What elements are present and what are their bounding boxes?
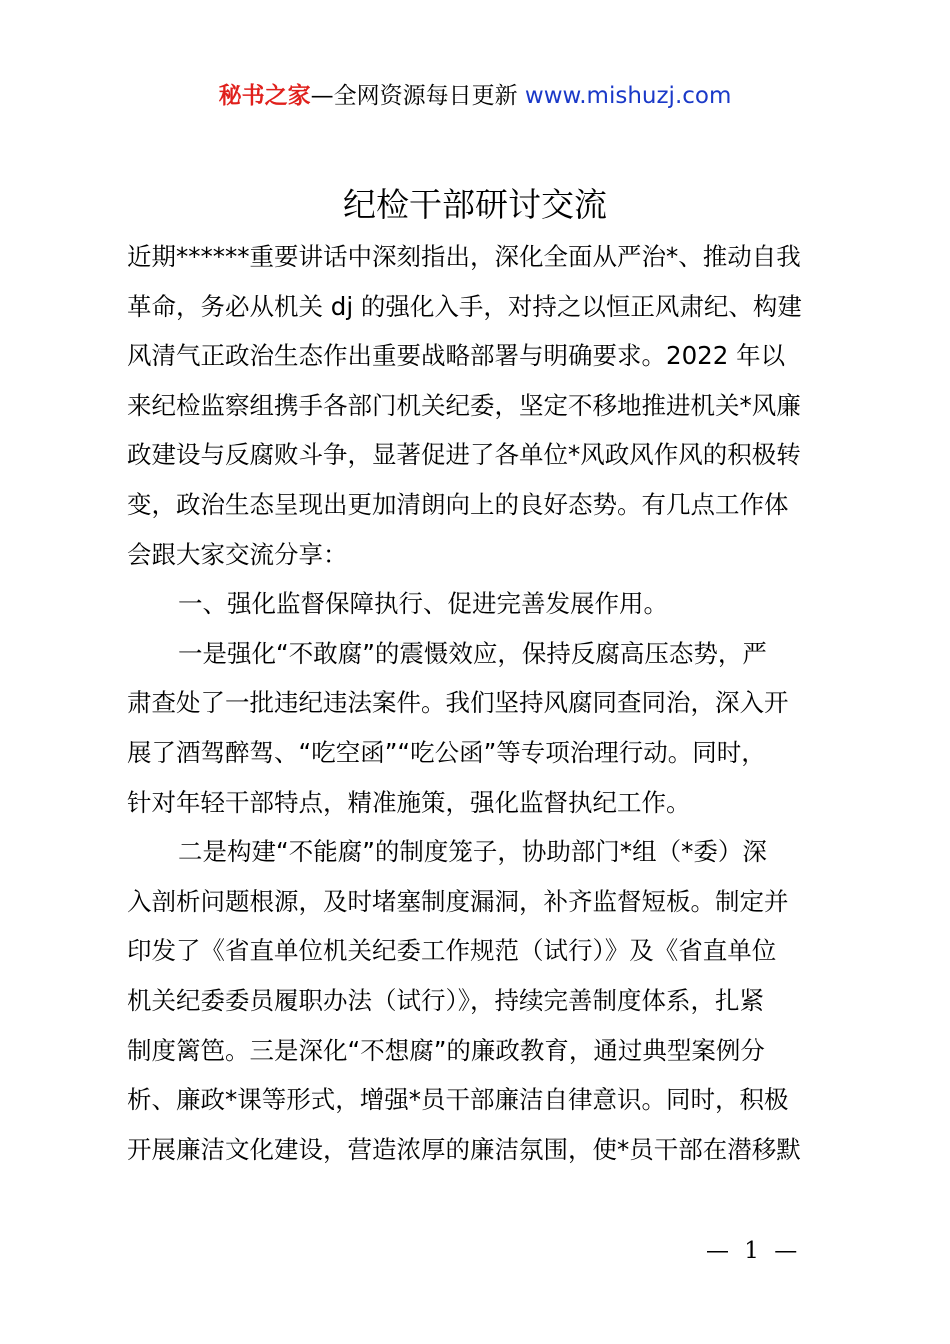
body-line: 制度篱笆。三是深化“不想腐”的廉政教育，通过典型案例分 [127,1035,765,1065]
body-line: 机关纪委委员履职办法（试行）》，持续完善制度体系，扎紧 [127,985,764,1015]
body-line: 二是构建“不能腐”的制度笼子，协助部门*组（*委）深 [178,837,767,867]
body-line: 析、廉政*课等形式，增强*员干部廉洁自律意识。同时，积极 [127,1085,789,1115]
page-number: — 1 — [706,1238,802,1264]
brand-name: 秘书之家 [218,83,311,109]
website-link[interactable]: www.mishuzj.com [524,83,732,109]
body-line: 会跟大家交流分享： [127,539,348,569]
body-line: 变，政治生态呈现出更加清朗向上的良好态势。有几点工作体 [127,489,789,519]
body-line: 革命，务必从机关 dj 的强化入手，对持之以恒正风肃纪、构建 [127,291,802,321]
body-line: 一、强化监督保障执行、促进完善发展作用。 [178,589,668,619]
watermark-header [0,78,950,114]
body-line: 入剖析问题根源，及时堵塞制度漏洞，补齐监督短板。制定并 [127,886,789,916]
body-line: 开展廉洁文化建设，营造浓厚的廉洁氛围，使*员干部在潜移默 [127,1134,801,1164]
body-line: 一是强化“不敢腐”的震慑效应，保持反腐高压态势，严 [178,638,767,668]
body-line: 近期******重要讲话中深刻指出，深化全面从严治*、推动自我 [127,242,801,271]
document-title: 纪检干部研讨交流 [343,185,607,224]
body-line: 来纪检监察组携手各部门机关纪委，坚定不移地推进机关*风廉 [127,390,801,420]
slogan: —全网资源每日更新 [310,83,525,109]
body-line: 风清气正政治生态作出重要战略部署与明确要求。2022 年以 [127,341,786,371]
body-line: 针对年轻干部特点，精准施策，强化监督执纪工作。 [127,787,691,817]
body-line: 政建设与反腐败斗争，显著促进了各单位*风政风作风的积极转 [127,440,801,470]
body-line: 展了酒驾醉驾、“吃空函”“吃公函”等专项治理行动。同时， [127,737,766,767]
body-line: 肃查处了一批违纪违法案件。我们坚持风腐同查同治，深入开 [127,688,789,718]
document-body [127,232,867,1174]
body-line: 印发了《省直单位机关纪委工作规范（试行）》及《省直单位 [127,936,777,966]
